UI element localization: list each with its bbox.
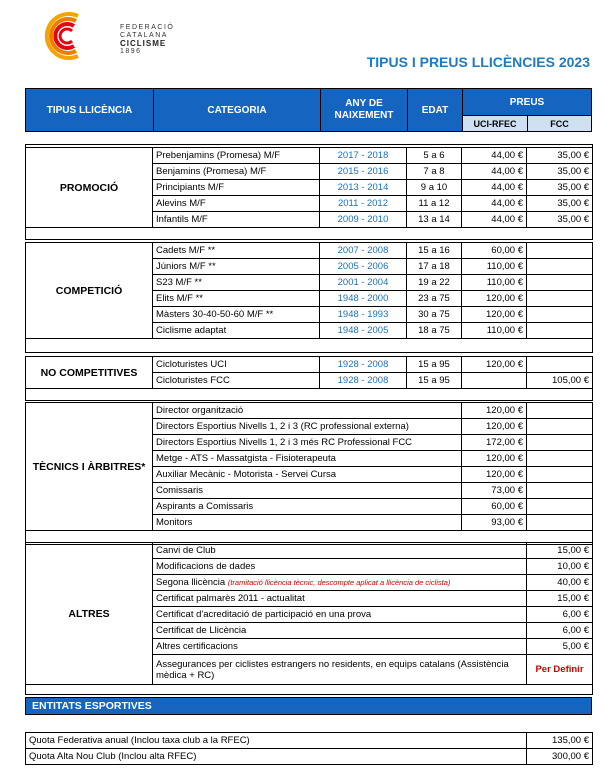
uci-price: 120,00 € [462, 451, 527, 467]
logo-line3: CICLISME [120, 39, 167, 48]
fcc-price [527, 291, 593, 307]
fcc-price: 10,00 € [527, 559, 593, 575]
fcc-price: 40,00 € [527, 575, 593, 591]
category-cell: Monitors [153, 515, 462, 531]
age-cell: 17 a 18 [407, 259, 462, 275]
age-cell: 13 a 14 [407, 212, 462, 228]
fcc-price: 35,00 € [527, 148, 593, 164]
fcc-price: 35,00 € [527, 196, 593, 212]
header-preus: PREUS [509, 96, 545, 108]
section-altres [25, 542, 593, 695]
group-label: TÈCNICS I ÀRBITRES* [26, 403, 153, 531]
category-cell: Altres certificacions [153, 639, 527, 655]
category-cell: Aspirants a Comissaris [153, 499, 462, 515]
table-row [26, 403, 593, 419]
fcc-price: 35,00 € [527, 180, 593, 196]
year-cell: 2001 - 2004 [320, 275, 407, 291]
group-label: NO COMPETITIVES [26, 357, 153, 389]
group-label: COMPETICIÓ [26, 243, 153, 339]
fcc-price [527, 323, 593, 339]
category-cell: Comissaris [153, 483, 462, 499]
uci-price: 172,00 € [462, 435, 527, 451]
uci-price: 120,00 € [462, 419, 527, 435]
header-categoria: CATEGORIA [207, 104, 267, 116]
category-cell: Infantils M/F [153, 212, 320, 228]
uci-price: 110,00 € [462, 323, 527, 339]
year-cell: 2015 - 2016 [320, 164, 407, 180]
section-competicio [25, 242, 593, 353]
table-row [26, 148, 593, 164]
quota-value: 135,00 € [527, 733, 593, 749]
category-cell: Cicloturistes FCC [153, 373, 320, 389]
category-cell: S23 M/F ** [153, 275, 320, 291]
category-cell: Directors Esportius Nivells 1, 2 i 3 més RC Professional FCC [153, 435, 462, 451]
age-cell: 15 a 16 [407, 243, 462, 259]
uci-price: 93,00 € [462, 515, 527, 531]
uci-price: 60,00 € [462, 243, 527, 259]
year-cell: 1948 - 1993 [320, 307, 407, 323]
age-cell: 23 a 75 [407, 291, 462, 307]
age-cell: 9 a 10 [407, 180, 462, 196]
header-edat: EDAT [421, 104, 449, 116]
age-cell: 7 a 8 [407, 164, 462, 180]
category-cell: Segona llicència [156, 577, 226, 588]
section-entitats [25, 732, 593, 765]
fcc-price: 5,00 € [527, 639, 593, 655]
uci-price: 73,00 € [462, 483, 527, 499]
category-cell: Modificacions de dades [153, 559, 527, 575]
age-cell: 18 a 75 [407, 323, 462, 339]
category-cell: Canvi de Club [153, 543, 527, 559]
fcc-price: 105,00 € [527, 373, 593, 389]
page-title: TIPUS I PREUS LLICÈNCIES 2023 [366, 54, 590, 70]
group-label: PROMOCIÓ [26, 148, 153, 228]
year-cell: 2005 - 2006 [320, 259, 407, 275]
quota-label: Quota Federativa anual (Inclou taxa club a la RFEC) [26, 733, 527, 749]
category-cell: Benjamins (Promesa) M/F [153, 164, 320, 180]
section-promocio [25, 144, 593, 240]
year-cell: 2009 - 2010 [320, 212, 407, 228]
category-cell: Cicloturistes UCI [153, 357, 320, 373]
fcc-price [527, 243, 593, 259]
age-cell: 11 a 12 [407, 196, 462, 212]
fcc-price: 6,00 € [527, 607, 593, 623]
uci-price: 60,00 € [462, 499, 527, 515]
year-cell: 2017 - 2018 [320, 148, 407, 164]
uci-price: 120,00 € [462, 307, 527, 323]
fcc-logo [38, 10, 188, 62]
fcc-price [527, 275, 593, 291]
uci-price: 44,00 € [462, 196, 527, 212]
year-cell: 2011 - 2012 [320, 196, 407, 212]
fcc-price [527, 357, 593, 373]
category-cell: Cadets M/F ** [153, 243, 320, 259]
table-row [26, 543, 593, 559]
uci-price: 44,00 € [462, 148, 527, 164]
category-cell: Principiants M/F [153, 180, 320, 196]
category-cell: Màsters 30-40-50-60 M/F ** [153, 307, 320, 323]
header-uci: UCI-RFEC [463, 115, 528, 131]
table-row [26, 243, 593, 259]
table-row [26, 357, 593, 373]
logo-line2: CATALANA [120, 32, 168, 39]
fcc-price [527, 259, 593, 275]
header-any: ANY DE NAIXEMENT [334, 98, 394, 121]
section-no-competitives [25, 356, 593, 401]
fcc-price: 6,00 € [527, 623, 593, 639]
uci-price: 44,00 € [462, 180, 527, 196]
uci-price: 110,00 € [462, 259, 527, 275]
category-cell: Prebenjamins (Promesa) M/F [153, 148, 320, 164]
quota-value: 300,00 € [527, 749, 593, 765]
category-cell: Assegurances per ciclistes estrangers no residents, en equips catalans (Assistència mèdica + RC) [153, 655, 527, 685]
category-cell: Júniors M/F ** [153, 259, 320, 275]
year-cell: 1928 - 2008 [320, 357, 407, 373]
header-tipus: TIPUS LLICÈNCIA [46, 104, 133, 116]
year-cell: 1928 - 2008 [320, 373, 407, 389]
category-cell: Metge - ATS - Massatgista - Fisioterapeuta [153, 451, 462, 467]
year-cell: 1948 - 2000 [320, 291, 407, 307]
table-row [26, 733, 593, 749]
year-cell: 2013 - 2014 [320, 180, 407, 196]
category-cell: Elits M/F ** [153, 291, 320, 307]
category-cell: Certificat palmarès 2011 - actualitat [153, 591, 527, 607]
table-header [25, 88, 592, 132]
logo-mark-icon [38, 10, 90, 62]
age-cell: 15 a 95 [407, 373, 462, 389]
category-cell: Auxiliar Mecànic - Motorista - Servei Cursa [153, 467, 462, 483]
category-note: (tramitació llicència tècnic, descompte aplicat a llicència de ciclista) [227, 578, 451, 587]
uci-price: 44,00 € [462, 212, 527, 228]
year-cell: 2007 - 2008 [320, 243, 407, 259]
category-cell: Directors Esportius Nivells 1, 2 i 3 (RC professional externa) [153, 419, 462, 435]
group-label: ALTRES [26, 543, 153, 685]
category-cell: Alevins M/F [153, 196, 320, 212]
table-row [26, 749, 593, 765]
header-fcc: FCC [528, 115, 591, 131]
uci-price: 44,00 € [462, 164, 527, 180]
entitats-header: ENTITATS ESPORTIVES [25, 697, 592, 715]
logo-line4: 1896 [120, 48, 142, 55]
year-cell: 1948 - 2005 [320, 323, 407, 339]
logo-line1: FEDERACIÓ [120, 24, 175, 31]
fcc-price: 35,00 € [527, 212, 593, 228]
uci-price: 120,00 € [462, 467, 527, 483]
uci-price [462, 373, 527, 389]
uci-price: 110,00 € [462, 275, 527, 291]
age-cell: 19 a 22 [407, 275, 462, 291]
fcc-price: 35,00 € [527, 164, 593, 180]
age-cell: 15 a 95 [407, 357, 462, 373]
category-cell: Certificat de Llicència [153, 623, 527, 639]
section-tecnics [25, 402, 593, 545]
category-cell: Director organització [153, 403, 462, 419]
fcc-price: Per Definir [527, 655, 593, 685]
age-cell: 5 a 6 [407, 148, 462, 164]
category-cell: Ciclisme adaptat [153, 323, 320, 339]
uci-price: 120,00 € [462, 291, 527, 307]
quota-label: Quota Alta Nou Club (Inclou alta RFEC) [26, 749, 527, 765]
uci-price: 120,00 € [462, 357, 527, 373]
age-cell: 30 a 75 [407, 307, 462, 323]
fcc-price: 15,00 € [527, 591, 593, 607]
uci-price: 120,00 € [462, 403, 527, 419]
fcc-price: 15,00 € [527, 543, 593, 559]
category-cell: Certificat d'acreditació de participació en una prova [153, 607, 527, 623]
fcc-price [527, 307, 593, 323]
